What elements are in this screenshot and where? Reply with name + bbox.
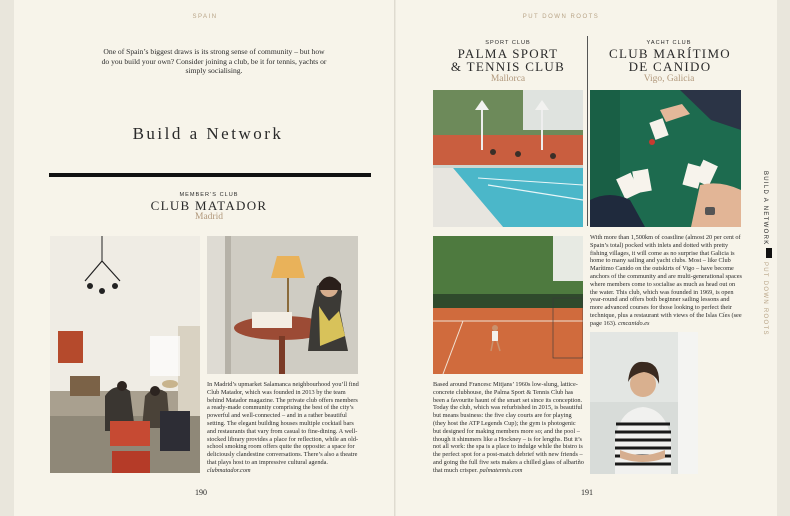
side-tab-label: BUILD A NETWORK	[762, 171, 768, 246]
club-name-canido-line2: DE CANIDO	[628, 59, 712, 74]
right-page	[396, 0, 777, 516]
canido-url[interactable]: cmcanido.es	[618, 319, 650, 327]
club-matador-body-text: In Madrid’s upmarket Salamanca neighbourhood you’ll find Club Matador, which was founded in 2013 by the team behind Matador magazine. The private club offers members a ready-made community comprising the best of the city’s powerful and well-connected – and in a rather beautiful setting. The elegant building houses multiple cocktail bars and restaurants that vary from casual to fine-dining. A well-stocked library provides a place for reflection, while an old-school smoking room offers quite the opposite: a space for deliciously clandestine conversations. There’s also a theatre that plays host to an impressive cultural agenda.	[207, 381, 359, 466]
side-chapter-label: PUT DOWN ROOTS	[762, 262, 768, 336]
city-mallorca: Mallorca	[490, 74, 526, 84]
club-matador-lounge-photo	[50, 236, 200, 473]
club-matador-body	[207, 381, 359, 475]
club-name-matador: CLUB MATADOR	[150, 198, 268, 213]
city-madrid: Madrid	[195, 212, 223, 222]
page-headline: Build a Network	[132, 124, 284, 143]
club-matador-url[interactable]: clubmatador.com	[207, 466, 251, 474]
club-name-palma-line1: PALMA SPORT	[457, 46, 559, 61]
kicker-members-club: MEMBER’S CLUB	[179, 192, 239, 198]
pool-photo	[433, 90, 583, 227]
palma-url[interactable]: palmatennis.com	[479, 466, 523, 474]
running-head-left: SPAIN	[192, 14, 218, 20]
woman-portrait-photo	[590, 332, 698, 474]
running-head-right: PUT DOWN ROOTS	[522, 14, 600, 20]
canido-body-text: With more than 1,500km of coastline (almost 20 per cent of Spain’s total) pocked with inlets and dotted with pretty fishing villages, it will come as no surprise that Galicia is home to many sailing and yacht clubs. Most – like Club Marítimo Canido on the outskirts of Vigo – have become anchors of the community and are multi-generational spaces where members come to socialise as much as head out on the water. This club, which was founded in 1969, is open year-round and offers both beginner sailing lessons and more advanced courses for those looking to perfect their technique, plus a restaurant with views of the Islas Cíes (see page 163).	[590, 234, 742, 327]
intro-text: One of Spain’s biggest draws is its strong sense of community – but how do you build your own? Consider joining a club, be it for tennis, yachts or simply socialising.	[101, 47, 327, 76]
tennis-court-photo	[433, 236, 583, 374]
kicker-yacht-club: YACHT CLUB	[646, 40, 692, 46]
canido-body	[590, 234, 742, 328]
card-game-photo	[590, 90, 741, 227]
city-vigo: Vigo, Galicia	[643, 74, 695, 84]
page-number-left: 190	[195, 488, 207, 497]
headline-rule	[49, 173, 371, 177]
left-page	[14, 0, 396, 516]
club-name-canido-line1: CLUB MARÍTIMO	[609, 46, 731, 61]
palma-body	[433, 381, 585, 475]
palma-body-text: Based around Francesc Mitjans’ 1960s low-slung, lattice-concrete clubhouse, the Palma Sport & Tennis Club has been a favourite haunt of the smart set since its conception. Today the club, which was refurbished in 2015, is beautiful but means business: the five clay courts are for playing (they host the ATP Legends Cup); the gym is photogenic but designed for making members more so; and the pool – though it shimmers like a Hockney – is for lengths. But it’s not all work: the spa is a place to indulge while the bistro is the perfect spot for a post-match debrief with new friends – and going the full five sets makes a chilled glass of albariño that much crisper.	[433, 381, 584, 474]
page-number-right: 191	[581, 488, 593, 497]
side-tab-marker	[766, 248, 772, 258]
club-matador-reading-woman-photo	[207, 236, 358, 374]
kicker-sport-club: SPORT CLUB	[485, 40, 531, 46]
club-name-palma-line2: & TENNIS CLUB	[450, 59, 566, 74]
